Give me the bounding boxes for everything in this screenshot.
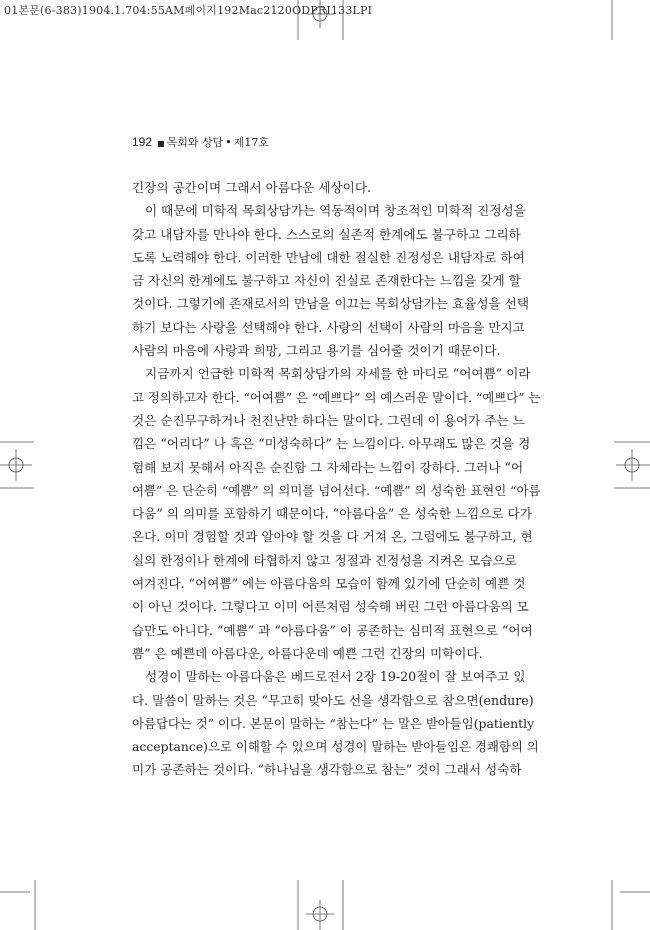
text-line: 실의 한정이나 한계에 타협하지 않고 정절과 진정성을 지켜온 모습으로 <box>132 552 517 568</box>
text-line: 긴장의 공간이며 그래서 아름다운 세상이다. <box>132 180 371 195</box>
text-line: 다움” 의 의미를 포함하기 때문이다. “아름다움” 은 성숙한 느낌으로 다가 <box>132 506 532 522</box>
body-text <box>132 176 540 782</box>
text-line: 도록 노력해야 한다. 이러한 만남에 대한 절실한 진정성은 내담자로 하여 <box>132 249 525 265</box>
separator: • <box>225 136 232 149</box>
page-number: 192 <box>132 135 153 149</box>
text-line: acceptance)으로 이해할 수 있으며 성경이 말하는 받아들임은 경쾌함의 의 <box>132 739 539 755</box>
text-line: 갖고 내담자를 만나야 한다. 스스로의 실존적 한계에도 불구하고 그리하 <box>132 226 521 242</box>
registration-mark-right <box>616 449 650 481</box>
text-line: 하기 보다는 사랑을 선택해야 한다. 사랑의 선택이 사람의 마음을 만지고 <box>132 319 525 335</box>
text-line: 아름답다는 것” 이다. 본문이 말하는 “참는다” 는 말은 받아들임(patiently <box>132 715 535 731</box>
text-line: 습만도 아니다. “예쁨” 과 “아름다움” 이 공존하는 심미적 표현으로 “어여 <box>132 622 533 638</box>
text-line: 미가 공존하는 것이다. “하나님을 생각함으로 참는” 것이 그래서 성숙하 <box>132 762 522 778</box>
bullet-icon: ■ <box>157 139 165 148</box>
text-line: 험해 보지 못해서 아직은 순진함 그 자체라는 느낌이 강하다. 그러나 “어 <box>132 459 524 475</box>
text-line: 여쁨” 은 단순히 “예쁨” 의 의미를 넘어선다. “예쁨” 의 성숙한 표현인 “아름 <box>132 482 540 498</box>
text-line: 이 때문에 미학적 목회상담가는 역동적이며 창조적인 미학적 진정성을 <box>145 203 526 219</box>
text-line: 이 아닌 것이다. 그렇다고 이미 어른처럼 성숙해 버린 그런 아름다움의 모 <box>132 599 529 615</box>
registration-mark-bottom <box>306 900 334 930</box>
text-line: 것은 순진무구하거나 천진난만 하다는 말이다. 그런데 이 용어가 주는 느 <box>132 412 525 428</box>
text-line: 것이다. 그렇기에 존재로서의 만남을 이끄는 목회상담가는 효율성을 선택 <box>132 296 529 312</box>
text-line: 사람의 마음에 사랑과 희망, 그리고 용기를 심어줄 것이기 때문이다. <box>132 343 501 359</box>
text-line: 다. 말씀이 말하는 것은 “무고히 맞아도 선을 생각함으로 참으면(endure) <box>132 692 534 708</box>
text-line: 온다. 이미 경험할 것과 알아야 할 것을 다 거쳐 온, 그럼에도 불구하고, 현 <box>132 529 533 545</box>
text-line: 지금까지 언급한 미학적 목회상담가의 자세를 한 마디로 “어여쁨” 이라 <box>145 366 531 382</box>
registration-mark-top <box>306 0 334 28</box>
issue-number: 제17호 <box>233 136 269 149</box>
text-line: 여겨진다. “어여쁨” 에는 아름다움의 모습이 함께 있기에 단순히 예쁜 것 <box>132 576 526 592</box>
print-slug: 01본문(6-383)1904.1.704:55AM페이지192Mac2120ODPRI133LPI <box>4 4 373 17</box>
text-line: 금 자신의 한계에도 불구하고 자신이 진실로 존재한다는 느낌을 갖게 할 <box>132 273 521 289</box>
journal-title: 목회와 상담 <box>166 136 224 149</box>
text-line: 쁨” 은 예쁜데 아름다운, 아름다운데 예쁜 그런 긴장의 미학이다. <box>132 645 483 661</box>
text-line: 고 정의하고자 한다. “어여쁨” 은 “예쁘다” 의 예스러운 말이다. “예쁘다” 는 <box>132 389 540 405</box>
text-line: 성경이 말하는 아름다움은 베드로전서 2장 19-20절이 잘 보여주고 있 <box>145 669 526 685</box>
running-head <box>132 134 269 150</box>
text-line: 낌은 “어리다” 나 혹은 “미성숙하다” 는 느낌이다. 아무래도 많은 것을 경 <box>132 436 531 452</box>
registration-mark-left <box>0 449 32 481</box>
